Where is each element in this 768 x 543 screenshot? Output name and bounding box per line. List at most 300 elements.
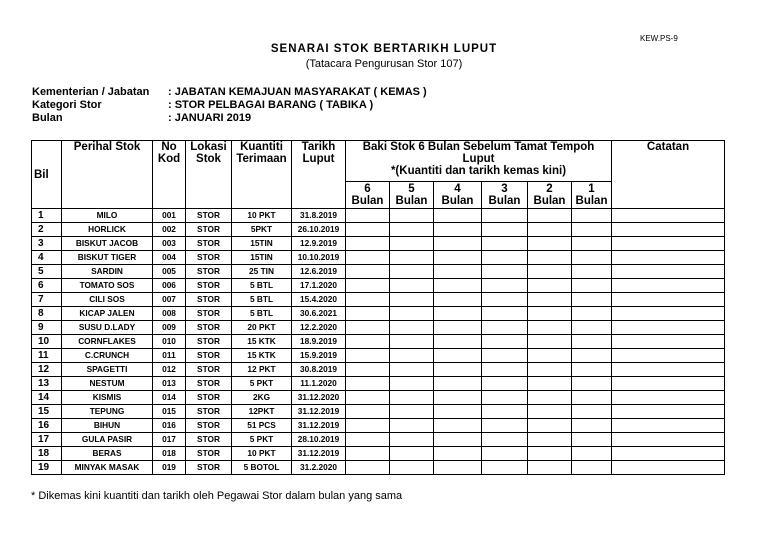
cell-lokasi: STOR	[186, 209, 232, 223]
cell-baki	[572, 461, 612, 475]
meta-month	[32, 112, 427, 125]
meta-ministry	[32, 86, 427, 99]
cell-baki	[572, 251, 612, 265]
header-bil: Bil	[32, 141, 62, 209]
cell-bil: 3	[32, 237, 62, 251]
cell-perihal: NESTUM	[62, 377, 153, 391]
cell-perihal: BISKUT JACOB	[62, 237, 153, 251]
cell-no-kod: 008	[153, 307, 186, 321]
cell-no-kod: 014	[153, 391, 186, 405]
cell-no-kod: 009	[153, 321, 186, 335]
cell-baki	[482, 293, 528, 307]
cell-kuantiti: 12PKT	[232, 405, 292, 419]
cell-baki	[528, 363, 572, 377]
cell-baki	[390, 391, 434, 405]
cell-perihal: BERAS	[62, 447, 153, 461]
cell-tarikh: 28.10.2019	[292, 433, 346, 447]
cell-no-kod: 005	[153, 265, 186, 279]
month-number: 4	[454, 183, 461, 195]
cell-baki	[528, 391, 572, 405]
document-subtitle: (Tatacara Pengurusan Stor 107)	[305, 58, 463, 70]
cell-baki	[434, 321, 482, 335]
cell-catatan	[612, 363, 725, 377]
cell-perihal: BISKUT TIGER	[62, 251, 153, 265]
cell-baki	[528, 223, 572, 237]
table-row	[32, 419, 725, 433]
cell-baki	[482, 237, 528, 251]
cell-baki	[346, 209, 390, 223]
cell-baki	[528, 335, 572, 349]
cell-bil: 11	[32, 349, 62, 363]
cell-baki	[572, 419, 612, 433]
cell-baki	[346, 335, 390, 349]
cell-baki	[528, 349, 572, 363]
cell-baki	[346, 293, 390, 307]
cell-baki	[346, 405, 390, 419]
table-row	[32, 377, 725, 391]
cell-tarikh: 31.12.2020	[292, 391, 346, 405]
cell-catatan	[612, 461, 725, 475]
cell-tarikh: 26.10.2019	[292, 223, 346, 237]
cell-lokasi: STOR	[186, 265, 232, 279]
cell-catatan	[612, 279, 725, 293]
cell-catatan	[612, 293, 725, 307]
header-month-4	[434, 182, 482, 209]
cell-baki	[390, 461, 434, 475]
month-unit: Bulan	[575, 195, 608, 207]
cell-tarikh: 31.8.2019	[292, 209, 346, 223]
cell-catatan	[612, 349, 725, 363]
cell-baki	[572, 265, 612, 279]
cell-baki	[390, 447, 434, 461]
cell-baki	[482, 265, 528, 279]
cell-baki	[482, 461, 528, 475]
header-no-kod: No Kod	[153, 141, 186, 209]
header-month-1	[572, 182, 612, 209]
cell-baki	[346, 251, 390, 265]
cell-baki	[482, 307, 528, 321]
cell-perihal: MINYAK MASAK	[62, 461, 153, 475]
cell-baki	[572, 377, 612, 391]
cell-bil: 7	[32, 293, 62, 307]
table-row	[32, 363, 725, 377]
table-row	[32, 307, 725, 321]
form-code: KEW.PS-9	[640, 34, 678, 43]
cell-no-kod: 013	[153, 377, 186, 391]
cell-baki	[482, 251, 528, 265]
cell-no-kod: 011	[153, 349, 186, 363]
cell-bil: 15	[32, 405, 62, 419]
cell-baki	[434, 447, 482, 461]
cell-tarikh: 30.6.2021	[292, 307, 346, 321]
cell-tarikh: 10.10.2019	[292, 251, 346, 265]
cell-baki	[528, 321, 572, 335]
cell-tarikh: 17.1.2020	[292, 279, 346, 293]
cell-baki	[528, 251, 572, 265]
cell-baki	[434, 251, 482, 265]
month-number: 6	[364, 183, 371, 195]
cell-baki	[434, 419, 482, 433]
cell-baki	[434, 335, 482, 349]
cell-baki	[528, 293, 572, 307]
cell-catatan	[612, 377, 725, 391]
cell-baki	[528, 307, 572, 321]
cell-kuantiti: 5 BTL	[232, 279, 292, 293]
cell-lokasi: STOR	[186, 307, 232, 321]
cell-baki	[434, 279, 482, 293]
cell-lokasi: STOR	[186, 461, 232, 475]
cell-perihal: TEPUNG	[62, 405, 153, 419]
cell-catatan	[612, 405, 725, 419]
cell-perihal: SPAGETTI	[62, 363, 153, 377]
cell-baki	[346, 265, 390, 279]
cell-lokasi: STOR	[186, 251, 232, 265]
cell-baki	[572, 279, 612, 293]
cell-baki	[572, 391, 612, 405]
cell-catatan	[612, 237, 725, 251]
cell-bil: 19	[32, 461, 62, 475]
cell-kuantiti: 15TIN	[232, 237, 292, 251]
cell-baki	[390, 279, 434, 293]
cell-tarikh: 31.2.2020	[292, 461, 346, 475]
cell-baki	[572, 237, 612, 251]
cell-baki	[434, 209, 482, 223]
cell-baki	[528, 377, 572, 391]
cell-bil: 1	[32, 209, 62, 223]
table-row	[32, 447, 725, 461]
month-unit: Bulan	[395, 195, 428, 207]
cell-baki	[434, 433, 482, 447]
cell-catatan	[612, 447, 725, 461]
cell-perihal: TOMATO SOS	[62, 279, 153, 293]
cell-baki	[346, 447, 390, 461]
cell-kuantiti: 5 BOTOL	[232, 461, 292, 475]
cell-bil: 6	[32, 279, 62, 293]
table-row	[32, 209, 725, 223]
cell-perihal: HORLICK	[62, 223, 153, 237]
cell-bil: 4	[32, 251, 62, 265]
cell-bil: 2	[32, 223, 62, 237]
cell-lokasi: STOR	[186, 363, 232, 377]
table-row	[32, 265, 725, 279]
meta-label: Kategori Stor	[32, 99, 102, 111]
cell-lokasi: STOR	[186, 279, 232, 293]
cell-baki	[346, 321, 390, 335]
cell-baki	[390, 293, 434, 307]
cell-kuantiti: 5 PKT	[232, 377, 292, 391]
cell-lokasi: STOR	[186, 223, 232, 237]
cell-baki	[572, 433, 612, 447]
cell-baki	[528, 237, 572, 251]
meta-value: : JANUARI 2019	[168, 112, 252, 124]
cell-lokasi: STOR	[186, 237, 232, 251]
table-row	[32, 405, 725, 419]
cell-baki	[434, 349, 482, 363]
cell-catatan	[612, 391, 725, 405]
cell-baki	[346, 237, 390, 251]
table-row	[32, 279, 725, 293]
cell-baki	[528, 209, 572, 223]
cell-catatan	[612, 433, 725, 447]
cell-no-kod: 004	[153, 251, 186, 265]
month-number: 1	[588, 183, 595, 195]
cell-baki	[346, 307, 390, 321]
cell-lokasi: STOR	[186, 419, 232, 433]
cell-catatan	[612, 419, 725, 433]
cell-catatan	[612, 265, 725, 279]
cell-baki	[572, 349, 612, 363]
cell-tarikh: 31.12.2019	[292, 405, 346, 419]
cell-baki	[346, 363, 390, 377]
cell-no-kod: 019	[153, 461, 186, 475]
cell-tarikh: 11.1.2020	[292, 377, 346, 391]
cell-baki	[390, 307, 434, 321]
cell-bil: 18	[32, 447, 62, 461]
cell-baki	[346, 279, 390, 293]
cell-perihal: KICAP JALEN	[62, 307, 153, 321]
cell-bil: 5	[32, 265, 62, 279]
cell-baki	[572, 293, 612, 307]
cell-baki	[482, 447, 528, 461]
cell-no-kod: 006	[153, 279, 186, 293]
meta-label: Kementerian / Jabatan	[32, 86, 150, 98]
cell-catatan	[612, 321, 725, 335]
cell-perihal: SUSU D.LADY	[62, 321, 153, 335]
cell-perihal: CORNFLAKES	[62, 335, 153, 349]
footnote: * Dikemas kini kuantiti dan tarikh oleh Pegawai Stor dalam bulan yang sama	[31, 490, 403, 502]
cell-baki	[390, 321, 434, 335]
month-unit: Bulan	[351, 195, 384, 207]
cell-baki	[572, 405, 612, 419]
cell-kuantiti: 5 PKT	[232, 433, 292, 447]
cell-catatan	[612, 209, 725, 223]
cell-baki	[482, 335, 528, 349]
cell-baki	[390, 265, 434, 279]
cell-baki	[572, 307, 612, 321]
cell-tarikh: 31.12.2019	[292, 447, 346, 461]
meta-value: : JABATAN KEMAJUAN MASYARAKAT ( KEMAS )	[168, 86, 427, 98]
month-unit: Bulan	[441, 195, 474, 207]
cell-bil: 16	[32, 419, 62, 433]
cell-bil: 12	[32, 363, 62, 377]
cell-lokasi: STOR	[186, 433, 232, 447]
cell-baki	[482, 321, 528, 335]
cell-tarikh: 12.2.2020	[292, 321, 346, 335]
document-title: SENARAI STOK BERTARIKH LUPUT	[270, 43, 498, 55]
cell-baki	[482, 377, 528, 391]
cell-baki	[346, 377, 390, 391]
cell-kuantiti: 5 BTL	[232, 293, 292, 307]
cell-baki	[528, 279, 572, 293]
cell-lokasi: STOR	[186, 293, 232, 307]
cell-tarikh: 30.8.2019	[292, 363, 346, 377]
table-row	[32, 223, 725, 237]
cell-no-kod: 015	[153, 405, 186, 419]
cell-baki	[390, 377, 434, 391]
cell-baki	[528, 265, 572, 279]
cell-baki	[482, 391, 528, 405]
cell-baki	[482, 223, 528, 237]
table-row	[32, 237, 725, 251]
cell-no-kod: 007	[153, 293, 186, 307]
document-meta	[32, 86, 427, 125]
cell-baki	[346, 419, 390, 433]
cell-baki	[482, 405, 528, 419]
header-tarikh: Tarikh Luput	[292, 141, 346, 209]
header-month-2	[528, 182, 572, 209]
cell-tarikh: 15.4.2020	[292, 293, 346, 307]
cell-catatan	[612, 251, 725, 265]
cell-baki	[346, 391, 390, 405]
cell-lokasi: STOR	[186, 349, 232, 363]
cell-baki	[346, 223, 390, 237]
cell-baki	[390, 237, 434, 251]
cell-catatan	[612, 335, 725, 349]
cell-baki	[572, 321, 612, 335]
meta-label: Bulan	[32, 112, 63, 124]
cell-baki	[572, 335, 612, 349]
header-month-6	[346, 182, 390, 209]
table-row	[32, 321, 725, 335]
cell-kuantiti: 15TIN	[232, 251, 292, 265]
cell-lokasi: STOR	[186, 321, 232, 335]
cell-bil: 14	[32, 391, 62, 405]
cell-baki	[528, 433, 572, 447]
cell-baki	[390, 419, 434, 433]
cell-baki	[434, 461, 482, 475]
cell-tarikh: 31.12.2019	[292, 419, 346, 433]
header-month-3	[482, 182, 528, 209]
cell-baki	[346, 349, 390, 363]
cell-catatan	[612, 307, 725, 321]
cell-perihal: SARDIN	[62, 265, 153, 279]
table-row	[32, 335, 725, 349]
cell-lokasi: STOR	[186, 335, 232, 349]
header-baki	[346, 141, 612, 182]
table-row	[32, 391, 725, 405]
cell-baki	[434, 391, 482, 405]
cell-perihal: MILO	[62, 209, 153, 223]
cell-lokasi: STOR	[186, 405, 232, 419]
cell-baki	[482, 349, 528, 363]
header-catatan: Catatan	[612, 141, 725, 209]
cell-baki	[346, 433, 390, 447]
header-baki-note: *(Kuantiti dan tarikh kemas kini)	[390, 165, 567, 177]
cell-kuantiti: 25 TIN	[232, 265, 292, 279]
cell-lokasi: STOR	[186, 447, 232, 461]
cell-baki	[434, 405, 482, 419]
cell-no-kod: 018	[153, 447, 186, 461]
cell-baki	[390, 349, 434, 363]
cell-bil: 10	[32, 335, 62, 349]
cell-baki	[528, 461, 572, 475]
header-baki-title: Baki Stok 6 Bulan Sebelum Tamat Tempoh Luput	[362, 141, 595, 165]
cell-perihal: KISMIS	[62, 391, 153, 405]
cell-baki	[434, 265, 482, 279]
cell-kuantiti: 5PKT	[232, 223, 292, 237]
cell-baki	[572, 363, 612, 377]
cell-bil: 13	[32, 377, 62, 391]
cell-bil: 8	[32, 307, 62, 321]
table-row	[32, 461, 725, 475]
cell-baki	[528, 405, 572, 419]
cell-baki	[434, 363, 482, 377]
cell-perihal: C.CRUNCH	[62, 349, 153, 363]
cell-perihal: GULA PASIR	[62, 433, 153, 447]
cell-baki	[390, 363, 434, 377]
month-number: 3	[501, 183, 508, 195]
cell-tarikh: 12.9.2019	[292, 237, 346, 251]
cell-kuantiti: 20 PKT	[232, 321, 292, 335]
cell-baki	[390, 405, 434, 419]
cell-kuantiti: 51 PCS	[232, 419, 292, 433]
cell-baki	[528, 447, 572, 461]
month-number: 5	[408, 183, 415, 195]
cell-baki	[346, 461, 390, 475]
cell-baki	[528, 419, 572, 433]
cell-kuantiti: 5 BTL	[232, 307, 292, 321]
table-row	[32, 293, 725, 307]
cell-no-kod: 016	[153, 419, 186, 433]
cell-baki	[390, 251, 434, 265]
cell-kuantiti: 2KG	[232, 391, 292, 405]
cell-baki	[434, 237, 482, 251]
cell-kuantiti: 10 PKT	[232, 447, 292, 461]
cell-lokasi: STOR	[186, 377, 232, 391]
cell-tarikh: 18.9.2019	[292, 335, 346, 349]
meta-value: : STOR PELBAGAI BARANG ( TABIKA )	[168, 99, 374, 111]
cell-baki	[434, 377, 482, 391]
cell-baki	[482, 363, 528, 377]
cell-baki	[572, 447, 612, 461]
header-perihal: Perihal Stok	[62, 141, 153, 209]
cell-bil: 9	[32, 321, 62, 335]
cell-no-kod: 002	[153, 223, 186, 237]
cell-baki	[434, 293, 482, 307]
table-row	[32, 433, 725, 447]
cell-baki	[482, 433, 528, 447]
cell-no-kod: 012	[153, 363, 186, 377]
cell-baki	[482, 279, 528, 293]
cell-lokasi: STOR	[186, 391, 232, 405]
cell-baki	[482, 209, 528, 223]
cell-kuantiti: 12 PKT	[232, 363, 292, 377]
cell-bil: 17	[32, 433, 62, 447]
cell-perihal: CILI SOS	[62, 293, 153, 307]
cell-baki	[390, 209, 434, 223]
cell-tarikh: 12.6.2019	[292, 265, 346, 279]
stock-table	[31, 140, 725, 475]
cell-baki	[390, 223, 434, 237]
cell-baki	[572, 209, 612, 223]
cell-no-kod: 017	[153, 433, 186, 447]
cell-baki	[572, 223, 612, 237]
cell-kuantiti: 10 PKT	[232, 209, 292, 223]
table-row	[32, 251, 725, 265]
header-month-5	[390, 182, 434, 209]
table-row	[32, 349, 725, 363]
cell-no-kod: 003	[153, 237, 186, 251]
header-lokasi: Lokasi Stok	[186, 141, 232, 209]
cell-tarikh: 15.9.2019	[292, 349, 346, 363]
cell-no-kod: 001	[153, 209, 186, 223]
header-kuantiti: Kuantiti Terimaan	[232, 141, 292, 209]
cell-baki	[390, 335, 434, 349]
cell-no-kod: 010	[153, 335, 186, 349]
cell-kuantiti: 15 KTK	[232, 335, 292, 349]
cell-baki	[482, 419, 528, 433]
meta-category	[32, 99, 427, 112]
